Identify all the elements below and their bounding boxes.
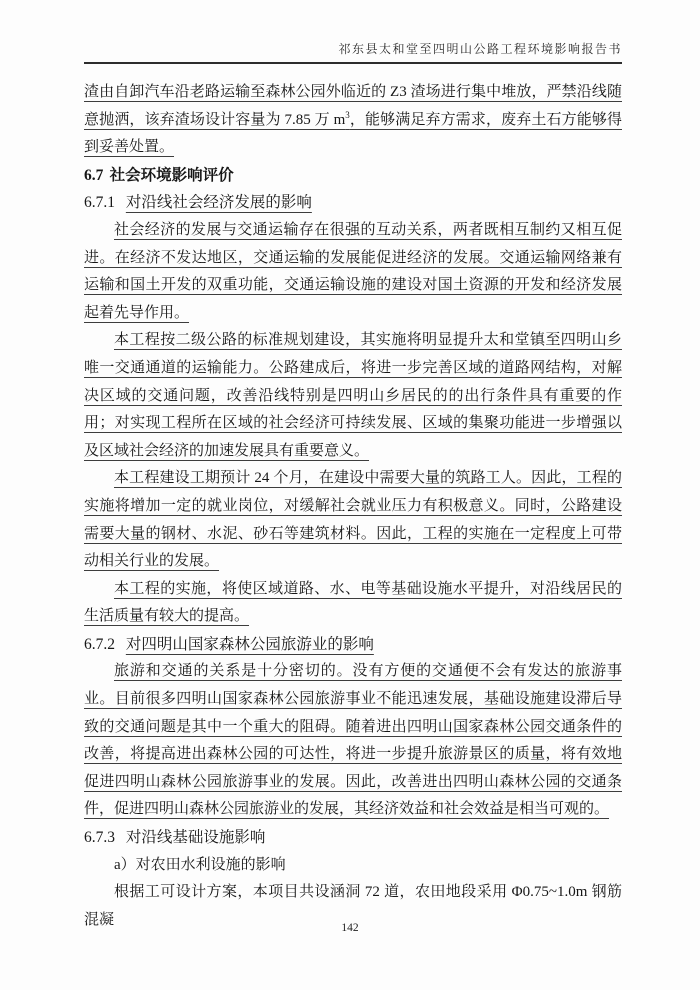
heading-6-7-2 — [84, 631, 622, 659]
paragraph-waste-disposal-text-pre: 渣由自卸汽车沿老路运输至森林公园外临近的 Z3 渣场进行集中堆放，严禁沿线随意抛洒，该弃渣场设计容量为 7.85 万 m — [84, 84, 622, 128]
paragraph-waste-disposal — [84, 79, 622, 162]
paragraph-project-standard: 本工程按二级公路的标准规划建设，其实施将明显提升太和堂镇至四明山乡唯一交通通道的运输能力。公路建成后，将进一步完善区域的道路网结构，对解决区域的交通问题，改善沿线特别是四明山乡居民的的出行条件具有重要的作用；对实现工程所在区域的社会经济可持续发展、区域的集聚功能进一步增强以及区域社会经济的加速发展具有重要意义。 — [84, 332, 622, 459]
heading-6-7-1 — [84, 189, 622, 217]
header-rule — [84, 62, 622, 64]
cubic-meter-superscript: 3 — [345, 109, 350, 120]
heading-6-7-number: 6.7 — [84, 166, 104, 184]
heading-6-7-title: 社会环境影响评价 — [109, 166, 234, 184]
page-number: 142 — [341, 922, 359, 934]
heading-6-7-3 — [84, 824, 622, 852]
heading-6-7-2-title: 对四明山国家森林公园旅游业的影响 — [125, 635, 374, 653]
heading-6-7-3-number: 6.7.3 — [84, 829, 115, 847]
heading-6-7-1-title: 对沿线社会经济发展的影响 — [125, 194, 312, 212]
page-header-title: 祁东县太和堂至四明山公路工程环境影响报告书 — [338, 42, 622, 56]
heading-6-7-2-number: 6.7.2 — [84, 635, 115, 653]
paragraph-infrastructure-level: 本工程的实施，将使区域道路、水、电等基础设施水平提升，对沿线居民的生活质量有较大的提高。 — [84, 580, 622, 625]
paragraph-culverts: 根据工可设计方案，本项目共设涵洞 72 道，农田地段采用 Φ0.75~1.0m 钢筋混凝 — [84, 884, 622, 928]
paragraph-tourism: 旅游和交通的关系是十分密切的。没有方便的交通便不会有发达的旅游事业。目前很多四明山国家森林公园旅游事业不能迅速发展，基础设施建设滞后导致的交通问题是其中一个重大的阻碍。随着进出四明山国家森林公园交通条件的改善，将提高进出森林公园的可达性，将进一步提升旅游景区的质量，将有效地促进四明山森林公园旅游事业的发展。因此，改善进出四明山森林公园的交通条件，促进四明山森林公园旅游业的发展，其经济效益和社会效益是相当可观的。 — [84, 663, 622, 818]
paragraph-waste-disposal-text-post: ，能够满足弃方需求，废弃土石方能够得到妥善处置。 — [84, 111, 622, 156]
heading-6-7-3-title: 对沿线基础设施影响 — [125, 829, 266, 847]
subheading-a-farmland-irrigation: a）对农田水利设施的影响 — [114, 856, 286, 873]
paragraph-construction-period: 本工程建设工期预计 24 个月，在建设中需要大量的筑路工人。因此，工程的实施将增加一定的就业岗位，对缓解社会就业压力有积极意义。同时，公路建设需要大量的钢材、水泥、砂石等建筑材料。因此，工程的实施在一定程度上可带动相关行业的发展。 — [84, 470, 622, 570]
paragraph-socio-economic: 社会经济的发展与交通运输存在很强的互动关系，两者既相互制约又相互促进。在经济不发达地区，交通运输的发展能促进经济的发展。交通运输网络兼有运输和国土开发的双重功能，交通运输设施的建设对国土资源的开发和经济发展起着先导作用。 — [84, 221, 622, 321]
document-body — [84, 79, 622, 934]
heading-6-7-1-number: 6.7.1 — [84, 194, 115, 212]
heading-6-7 — [84, 162, 622, 190]
